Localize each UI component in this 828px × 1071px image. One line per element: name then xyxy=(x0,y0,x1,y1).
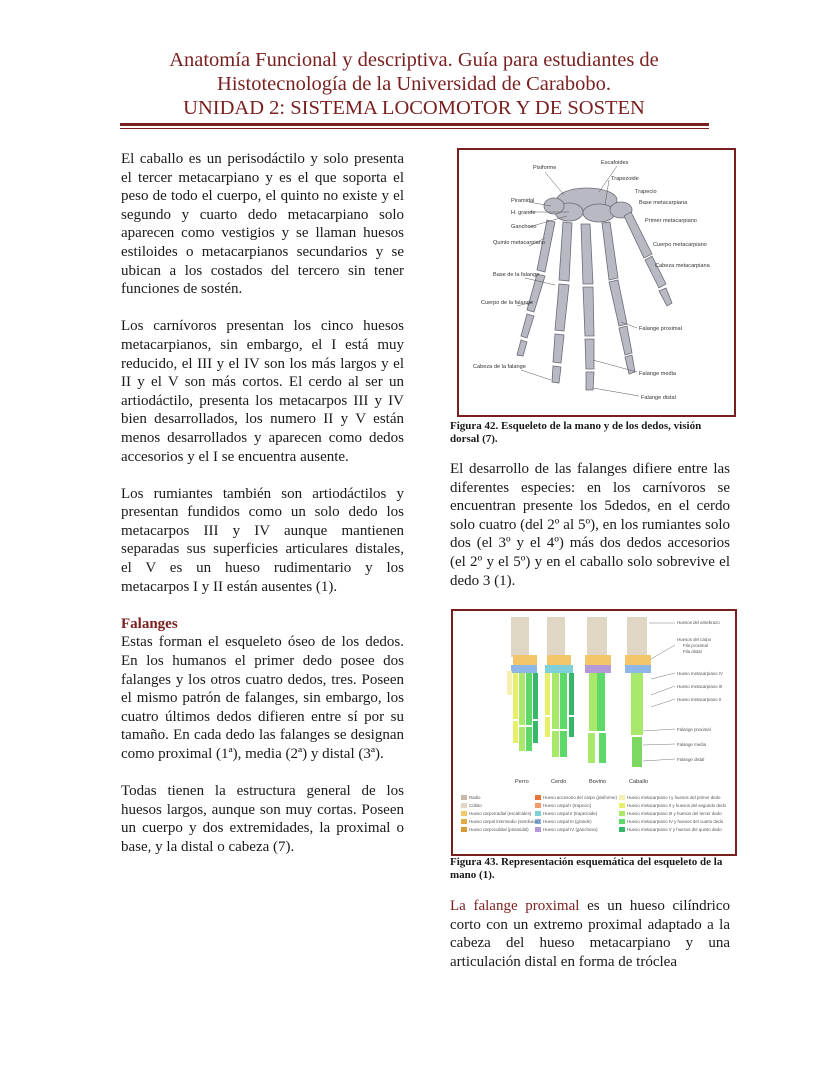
term-falange-proximal: La falange proximal xyxy=(450,898,580,914)
legend-cubito: Cúbito xyxy=(469,803,482,808)
legend-trapecio: Hueso carpal I (trapecio) xyxy=(543,803,592,808)
legend-escafoides: Hueso carporradial (escafoides) xyxy=(469,811,532,816)
paragraph-falange-proximal xyxy=(450,897,730,971)
label-metacarpiano-iii: Hueso metacarpiano III xyxy=(677,684,723,689)
label-falange-media-43: Falange media xyxy=(677,742,707,747)
label-cabeza-falange: Cabeza de la falange xyxy=(473,364,526,370)
label-trapecio: Trapecio xyxy=(635,189,657,195)
label-metacarpiano-ii: Hueso metacarpiano II xyxy=(677,697,722,702)
label-piramidal: Piramidal xyxy=(511,198,535,204)
header-rule-thin xyxy=(120,128,709,129)
label-primer-metacarpiano: Primer metacarpiano xyxy=(645,218,697,224)
header-line-1: Anatomía Funcional y descriptiva. Guía para estudiantes de xyxy=(169,49,659,71)
label-fila-proximal: Fila proximal xyxy=(683,643,708,648)
label-h-grande: H. grande xyxy=(511,210,536,216)
legend-trapezoide: Hueso carpal II (trapezoide) xyxy=(543,811,598,816)
bovino-limb xyxy=(585,617,611,763)
header-line-2: Histotecnología de la Universidad de Carabobo. xyxy=(217,73,611,95)
cerdo-limb xyxy=(545,617,574,757)
paragraph-rumiantes: Los rumiantes también son artiodáctilos y presentan fundidos como un solo dedo los metacarpos III y IV aunque mantienen separadas sus superficies articulares distales, el V es un hueso rudimentario y los metacarpos I y II están ausentes (1). xyxy=(121,485,404,595)
paragraph-carnivoros: Los carnívoros presentan los cinco huesos metacarpianos, sin embargo, el I está muy reducido, el III y el IV son los más largos y el II y el V son más cortos. El cerdo al ser un artiodáctilo, presenta los metacarpos III y IV bien desarrollados, los numero II y V están menos desarrollados y aparecen como dedos accesorios y el I se encuentra ausente. xyxy=(121,318,404,465)
header-rule-thick xyxy=(120,123,709,126)
legend-piramidal: Hueso carpocubital (piramidal) xyxy=(469,827,529,832)
legend-dedo-1: Hueso metacarpiano I y huesos del primer dedo xyxy=(627,795,721,800)
figure-42-caption: Figura 42. Esqueleto de la mano y de los dedos, visión dorsal (7). xyxy=(450,420,702,445)
legend-ganchoso: Hueso carpal IV (ganchoso) xyxy=(543,827,598,832)
label-metacarpiano-iv: Hueso metacarpiano IV xyxy=(677,671,723,676)
paragraph-falanges: Estas forman el esqueleto óseo de los dedos. En los humanos el primer dedo posee dos falanges y los otros cuatro dedos, tres. Poseen el mismo patrón de falanges, sin embargo, los cuatro últimos dedos difieren entre sí por su tamaño. En cada dedo las falanges se designan como proximal (1ª), media (2ª) y distal (3ª). xyxy=(121,634,404,762)
label-escafoides: Escafoides xyxy=(601,160,629,166)
paragraph-estructura: Todas tienen la estructura general de los huesos largos, aunque son muy cortas. Poseen un cuerpo y dos extremidades, la proximal o base, y la distal o cabeza (7). xyxy=(121,783,404,855)
species-bovino: Bovino xyxy=(589,779,607,785)
label-huesos-carpo: Huesos del carpo xyxy=(677,637,712,642)
left-column xyxy=(121,150,404,857)
label-pisiforme: Pisiforme xyxy=(533,165,557,171)
hand-skeleton-illustration xyxy=(459,150,734,415)
section-heading-falanges: Falanges xyxy=(121,615,178,632)
figure-42-hand-skeleton xyxy=(457,148,736,417)
legend-semilunar: Hueso carpal intermedio (semilunar) xyxy=(469,819,540,824)
species-perro: Perro xyxy=(515,779,529,785)
label-falange-proximal: Falange proximal xyxy=(639,326,682,332)
label-ganchoso: Ganchoso xyxy=(511,224,537,230)
right-column-paragraph-2 xyxy=(450,897,730,971)
species-caballo: Caballo xyxy=(629,779,648,785)
paragraph-falange-proximal-rest: es un hueso cilíndrico corto con un extremo proximal adaptado a la cabeza del hueso metacarpiano y una articulación distal en forma de tróclea xyxy=(450,898,730,970)
legend-grande: Hueso carpal III (grande) xyxy=(543,819,592,824)
caballo-limb xyxy=(625,617,651,767)
label-base-falange: Base de la falange xyxy=(493,272,540,278)
legend-radio: Radio xyxy=(469,795,481,800)
perro-limb xyxy=(507,617,538,751)
species-cerdo: Cerdo xyxy=(551,779,567,785)
label-huesos-antebrazo: Huesos del antebrazo xyxy=(677,620,720,625)
legend-dedo-5: Hueso metacarpiano V y huesos del quinto dedo xyxy=(627,827,722,832)
right-column-paragraph-1 xyxy=(450,460,730,590)
figure-43-caption: Figura 43. Representación esquemática del esqueleto de la mano (1). xyxy=(450,856,723,881)
figure-43-species-hand xyxy=(451,609,737,856)
label-falange-distal-43: Falange distal xyxy=(677,757,705,762)
label-falange-distal: Falange distal xyxy=(641,395,676,401)
paragraph-desarrollo-falanges: El desarrollo de las falanges difiere entre las diferentes especies: en los carnívoros se encuentran presente los 5dedos, en el cerdo solo cuatro (del 2º al 5º), en los rumiantes solo dos (el 3º y el 4º) más dos dedos accesorios (el 2º y el 5º) y en el caballo solo sobrevive el dedo 3 (1). xyxy=(450,461,730,589)
label-falange-proximal-43: Falange proximal xyxy=(677,727,711,732)
page-header xyxy=(120,48,708,120)
label-base-metacarpiana: Base metacarpiana xyxy=(639,200,688,206)
legend xyxy=(461,795,727,832)
legend-pisiforme: Hueso accesorio del carpo (pisiforme) xyxy=(543,795,617,800)
legend-dedo-4: Hueso metacarpiano IV y huesos del cuarto dedo xyxy=(627,819,724,824)
header-line-3: UNIDAD 2: SISTEMA LOCOMOTOR Y DE SOSTEN xyxy=(183,97,645,119)
label-quinto-metacarpiano: Quinto metacarpiano xyxy=(493,240,545,246)
label-falange-media: Falange media xyxy=(639,371,677,377)
legend-dedo-2: Hueso metacarpiano II y huesos del segundo dedo xyxy=(627,803,727,808)
label-cabeza-metacarpiana: Cabeza metacarpiana xyxy=(655,263,710,269)
label-fila-distal: Fila distal xyxy=(683,649,702,654)
paragraph-caballo: El caballo es un perisodáctilo y solo presenta el tercer metacarpiano y es el que soporta el peso de todo el cuerpo, el quinto no existe y el segundo y cuarto dedo metacarpiano solo aparecen como vestigios y se llaman huesos estiloides o metacarpianos secundarios y se ubican a los costados del tercero sin tener funciones de sostén. xyxy=(121,151,404,298)
label-cuerpo-falange: Cuerpo de la falange xyxy=(481,300,533,306)
legend-dedo-3: Hueso metacarpiano III y huesos del tercer dedo xyxy=(627,811,722,816)
species-hand-diagram xyxy=(453,611,735,854)
label-trapezoide: Trapezoide xyxy=(611,176,639,182)
label-cuerpo-metacarpiano: Cuerpo metacarpiano xyxy=(653,242,707,248)
